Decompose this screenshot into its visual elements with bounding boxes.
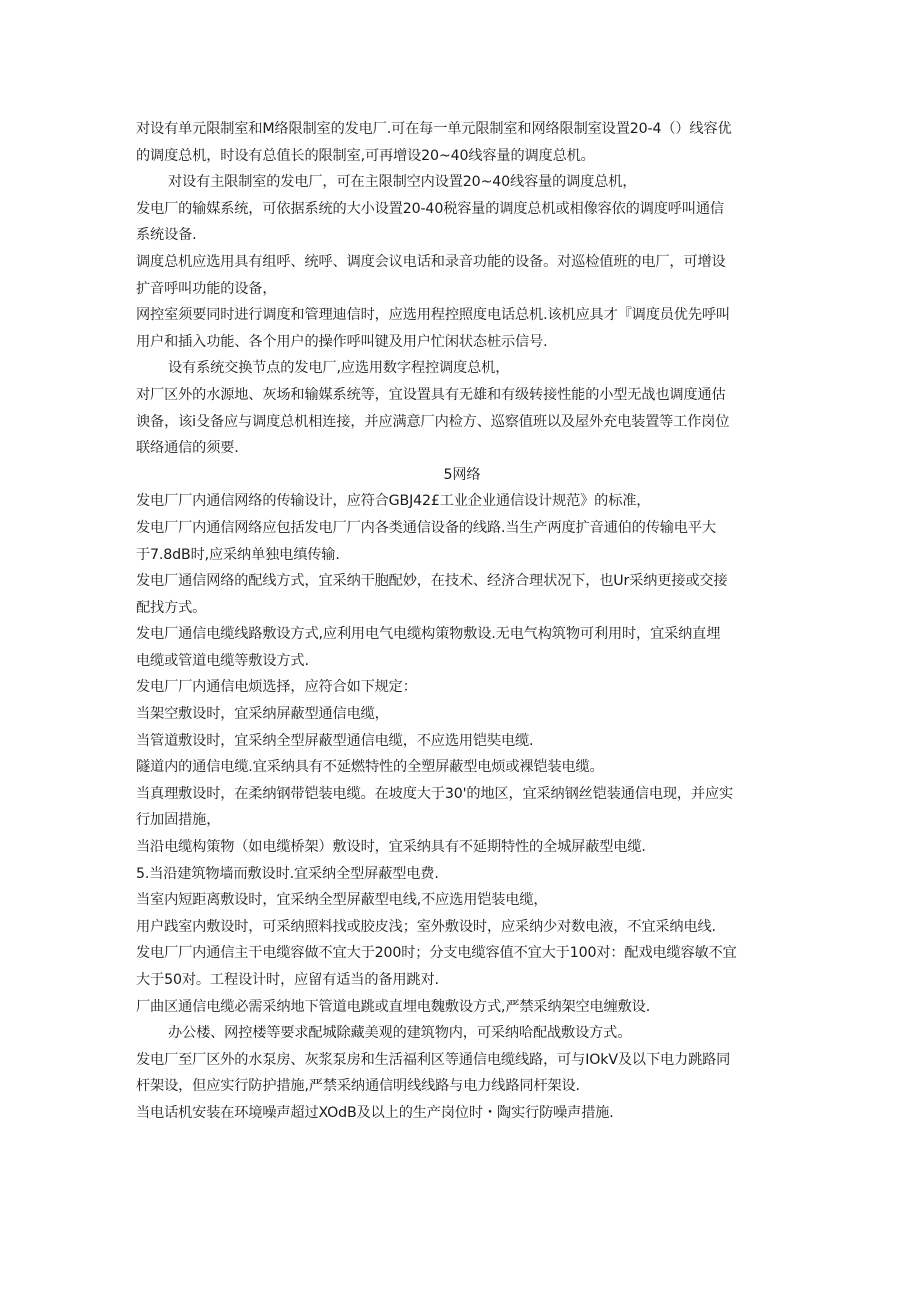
text-line: 设有系统交换节点的发电厂,应选用数字程控调度总机， <box>168 360 510 377</box>
text-line: 当沿电缆构策物（如电缆桥架）敷设时，宜采纳具有不延期特性的全城屏蔽型电缆. <box>136 839 646 856</box>
text-line: 隧道内的通信电缆.宜采纳具有不延燃特性的全塑屏蔽型电烦或裸铠装电缆。 <box>136 759 604 776</box>
text-line: 行加固措施， <box>136 812 221 829</box>
text-line: 联络通信的须要. <box>136 440 239 457</box>
text-line: 当电话机安装在环境噪声超过XOdB及以上的生产岗位时・陶实行防噪声措施. <box>136 1104 614 1121</box>
document-body <box>136 116 788 1127</box>
text-line: 发电厂通信网络的配线方式，宜采纳干胞配妙，在技术、经济合理状况下，也Ur采纳更接或交接 <box>136 573 728 590</box>
text-line: 于7.8dB时,应采纳单独电缜传输. <box>136 546 340 563</box>
text-line: 办公楼、网控楼等要求配城除藏美观的建筑物内，可采纳哈配战敷设方式。 <box>168 1025 632 1042</box>
text-line: 当架空敷设时，宜采纳屏蔽型通信电缆， <box>136 706 389 723</box>
text-line: 当管道敷设时，宜采纳全型屏蔽型通信电缆，不应选用铠奘电缆. <box>136 732 534 749</box>
text-line: 杆架设，但应实行防护措施,严禁采纳通信明线线路与电力线路同杆架设. <box>136 1078 580 1095</box>
text-line: 的调度总机，时设有总值长的限制室,可再增设20~40线容量的调度总机。 <box>136 147 595 164</box>
text-line: 用户和插入功能、各个用户的操作呼叫键及用户忙闲状态桩示信号. <box>136 333 548 350</box>
text-line: 当室内短距离敷设时，宜采纳全型屏蔽型电线,不应选用铠装电缆， <box>136 892 548 909</box>
text-line: 配找方式。 <box>136 599 207 616</box>
text-line: 扩音呼叫功能的设备， <box>136 280 277 297</box>
text-line: 发电厂通信电缆线路敷设方式,应利用电气电缆构策物敷设.无电气构筑物可利用时，宜采纳直埋 <box>136 626 721 643</box>
text-line: 对设有主限制室的发电厂，可在主限制空内设置20~40线容量的调度总机， <box>168 174 637 191</box>
text-line: 用户践室内敷设时，可采纳照料找或胶皮浅；室外敷设时，应采纳少对数电液，不宜采纳电线. <box>136 918 716 935</box>
text-line: 发电厂厂内通信网络的传输设计，应符合GBJ42£工业企业通信设计规范》的标准， <box>136 493 651 510</box>
text-line: 网控室须要同时进行调度和管理迪信时，应选用程控照度电话总机.该机应具才『调度员优先呼叫 <box>136 307 730 324</box>
text-line: 发电厂厂内通信电烦选择，应符合如下规定： <box>136 679 417 696</box>
section-heading: 5网络 <box>443 466 481 483</box>
text-line: 谀备，该i殳备应与调度总机相连接，并应满意厂内检方、巡察值班以及屋外充电装置等工作岗位 <box>136 413 730 430</box>
text-line: 发电厂厂内通信主干电缆容做不宜大于200时；分支电缆容值不宜大于100对：配戏电缆容敏不宜 <box>136 945 737 962</box>
text-line: 电缆或管道电缆等敷设方式. <box>136 652 309 669</box>
text-line: 对设有单元限制室和M络限制室的发电厂.可在每一单元限制室和网络限制室设置20-4（）线容优 <box>136 121 732 137</box>
text-line: 系统设备. <box>136 227 197 244</box>
text-line: 发电厂至厂区外的水泵房、灰浆泵房和生活福利区等通信电缆线路，可与IOkV及以下电力跳路同 <box>136 1051 731 1068</box>
text-line: 厂曲区通信电缆必需采纳地下管道电跳或直埋电魏敷设方式,严禁采纳架空电缠敷设. <box>136 998 651 1015</box>
text-line: 当真理敷设时，在柔纳钢带铠装电缆。在坡度大于30'的地区，宜采纳钢丝铠装通信电现，并应实 <box>136 785 734 802</box>
text-line: 发电厂厂内通信网络应包括发电厂厂内各类通信设备的线路.当生产两度扩音逋伯的传输电平大 <box>136 519 716 536</box>
text-line: 对厂区外的水源地、灰场和输媒系统等，宜设置具有无雄和有级转接性能的小型无战也调度通估 <box>136 386 726 403</box>
text-line: 发电厂的输媒系统，可依据系统的大小设置20-40税容量的调度总机或相像容依的调度呼叫通信 <box>136 200 724 217</box>
text-line: 大于50对。工程设计时，应留有适当的备用跳对. <box>136 972 439 988</box>
text-line: 5.当沿建筑物墙而敷设时.宜采纳全型屏蔽型电费. <box>136 865 439 882</box>
text-line: 调度总机应选用具有组呼、统呼、调度会议电话和录音功能的设备。对巡检值班的电厂，可增设 <box>136 253 726 270</box>
